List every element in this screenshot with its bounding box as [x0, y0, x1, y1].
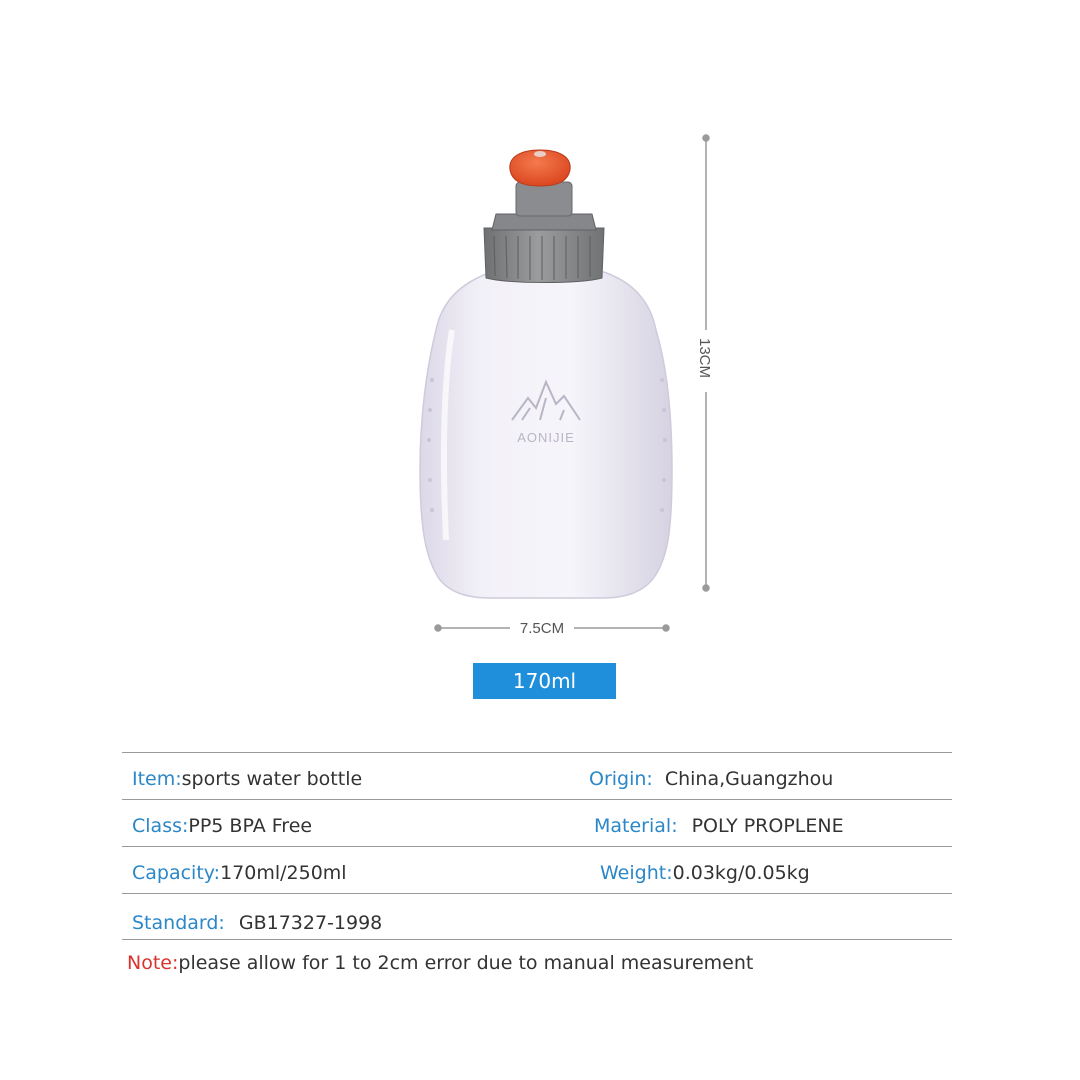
- class-value: PP5 BPA Free: [188, 815, 313, 837]
- table-divider: [122, 939, 952, 940]
- bottle: [420, 272, 672, 598]
- spec-standard: [132, 912, 382, 934]
- table-divider: [122, 893, 952, 894]
- spec-item: [132, 768, 362, 790]
- table-divider: [122, 846, 952, 847]
- capacity-badge: 170ml: [473, 663, 616, 699]
- measurement-note: [127, 952, 753, 974]
- table-divider: [122, 752, 952, 753]
- weight-value: 0.03kg/0.05kg: [672, 862, 810, 884]
- spec-capacity: [132, 862, 347, 884]
- capacity-label: Capacity:: [132, 862, 221, 884]
- width-label: 7.5CM: [519, 620, 565, 637]
- spec-material: [594, 815, 844, 837]
- spec-weight: [600, 862, 810, 884]
- note-text: please allow for 1 to 2cm error due to manual measurement: [178, 952, 754, 974]
- capacity-value: 170ml/250ml: [220, 862, 347, 884]
- spec-class: [132, 815, 312, 837]
- brand-logo-text: AONIJIE: [517, 430, 575, 445]
- standard-label: Standard:: [132, 912, 225, 934]
- weight-label: Weight:: [600, 862, 673, 884]
- bottle-cap: [510, 150, 570, 186]
- origin-label: Origin:: [589, 768, 653, 790]
- material-value: POLY PROPLENE: [691, 815, 844, 837]
- spec-origin: [589, 768, 833, 790]
- standard-value: GB17327-1998: [238, 912, 383, 934]
- table-divider: [122, 799, 952, 800]
- item-value: sports water bottle: [181, 768, 363, 790]
- item-label: Item:: [132, 768, 182, 790]
- note-label: Note:: [127, 952, 179, 974]
- material-label: Material:: [594, 815, 678, 837]
- bottle-collar: [484, 182, 604, 283]
- origin-value: China,Guangzhou: [664, 768, 834, 790]
- height-label: 13CM: [696, 337, 713, 379]
- class-label: Class:: [132, 815, 189, 837]
